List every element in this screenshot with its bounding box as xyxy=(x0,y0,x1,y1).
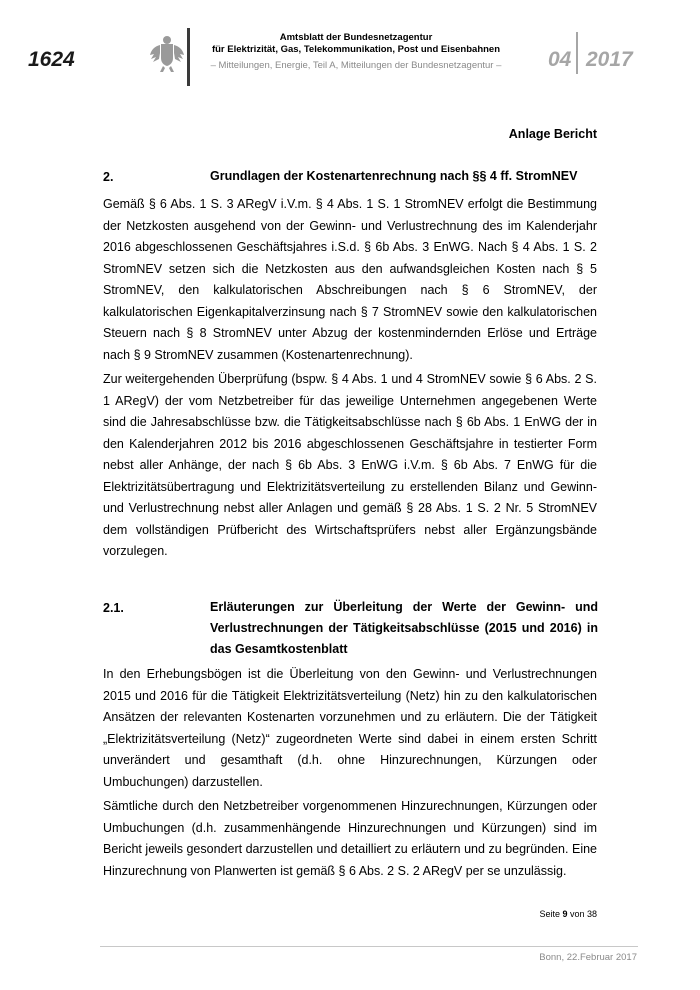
section-2-1-number: 2.1. xyxy=(103,601,124,615)
section-2-1-paragraph-2: Sämtliche durch den Netzbetreiber vorgenommenen Hinzurechnungen, Kürzungen oder Umbuchungen (d.h. zusammenhängende Hinzurechnungen und Kürzungen) sind im Bericht jeweils gesondert darzustellen und detailliert zu erläutern und zu begründen. Eine Hinzurechnung von Planwerten ist gemäß § 6 Abs. 2 S. 2 ARegV per se unzulässig. xyxy=(103,799,597,878)
page-indicator-current: 9 xyxy=(562,909,568,919)
section-2-number: 2. xyxy=(103,170,114,184)
section-2-1-paragraph-1: In den Erhebungsbögen ist die Überleitung von den Gewinn- und Verlustrechnungen 2015 und 2016 für die Tätigkeit Elektrizitätsverteilung (Netz) hin zu den kalkulatorischen Ansätzen der relevanten Kostenarten vorzunehmen und zu erläutern. Die der Tätigkeit „Elektrizitätsverteilung (Netz)“ zugeordneten Werte sind dabei in einem ersten Schritt unverändert und gesamthaft (d.h. ohne Hinzurechnungen, Kürzungen oder Umbuchungen) darzustellen. xyxy=(103,667,597,789)
federal-eagle-icon xyxy=(149,33,185,73)
issue-year: 2017 xyxy=(586,48,633,71)
annex-label: Anlage Bericht xyxy=(508,127,597,141)
publication-title xyxy=(195,32,517,55)
section-2-1-title: Erläuterungen zur Überleitung der Werte der Gewinn- und Verlustrechnungen der Tätigkeitsabschlüsse (2015 und 2016) in das Gesamtkostenblatt xyxy=(210,600,598,656)
page-number: 1624 xyxy=(28,48,75,71)
issue-number: 04 xyxy=(548,48,572,71)
page-indicator-prefix: Seite xyxy=(539,909,563,919)
section-2-title: Grundlagen der Kostenartenrechnung nach §§ 4 ff. StromNEV xyxy=(210,169,578,183)
publication-title-line2: für Elektrizität, Gas, Telekommunikation, Post und Eisenbahnen xyxy=(211,43,501,55)
publication-title-line1: Amtsblatt der Bundesnetzagentur xyxy=(279,32,433,43)
footer-divider xyxy=(100,946,638,947)
issue-divider xyxy=(576,32,578,74)
footer-date: Bonn, 22.Februar 2017 xyxy=(539,952,637,963)
header-divider xyxy=(187,28,190,86)
section-2-paragraph-2: Zur weitergehenden Überprüfung (bspw. § 4 Abs. 1 und 4 StromNEV sowie § 6 Abs. 2 S. 1 ARegV) der vom Netzbetreiber für das jeweilige Unternehmen angegebenen Werte sind die Jahresabschlüsse bzw. die Tätigkeitsabschlüsse nach § 6b Abs. 1 EnWG der in den Kalenderjahren 2012 bis 2016 abgeschlossenen Geschäftsjahre in testierter Form nebst aller Anhänge, der nach § 6b Abs. 3 EnWG i.V.m. § 6b Abs. 7 EnWG für die Elektrizitätsübertragung und Elektrizitätsverteilung zu erstellenden Bilanz und Gewinn- und Verlustrechnung nebst aller Anlagen und gemäß § 28 Abs. 1 S. 2 Nr. 5 StromNEV dem vollständigen Prüfbericht des Wirtschaftsprüfers nebst aller Ergänzungsbände vorzulegen. xyxy=(103,372,597,558)
publication-subtitle: – Mitteilungen, Energie, Teil A, Mitteilungen der Bundesnetzagentur – xyxy=(210,60,502,71)
page-indicator xyxy=(539,909,597,919)
page-indicator-suffix: von 38 xyxy=(567,909,597,919)
section-2-paragraph-1: Gemäß § 6 Abs. 1 S. 3 ARegV i.V.m. § 4 Abs. 1 S. 1 StromNEV erfolgt die Bestimmung der Netzkosten ausgehend von der Gewinn- und Verlustrechnung des im Kalenderjahr 2016 abgeschlossenen Geschäftsjahres i.S.d. § 6b Abs. 3 EnWG. Nach § 4 Abs. 1 S. 2 StromNEV setzen sich die Netzkosten aus den aufwandsgleichen Kosten nach § 5 StromNEV, den kalkulatorischen Abschreibungen nach § 6 StromNEV, der kalkulatorischen Eigenkapitalverzinsung nach § 7 StromNEV sowie den kalkulatorischen Steuern nach § 8 StromNEV unter Abzug der kostenmindernden Erlöse und Erträge nach § 9 StromNEV zusammen (Kostenartenrechnung). xyxy=(103,197,597,362)
